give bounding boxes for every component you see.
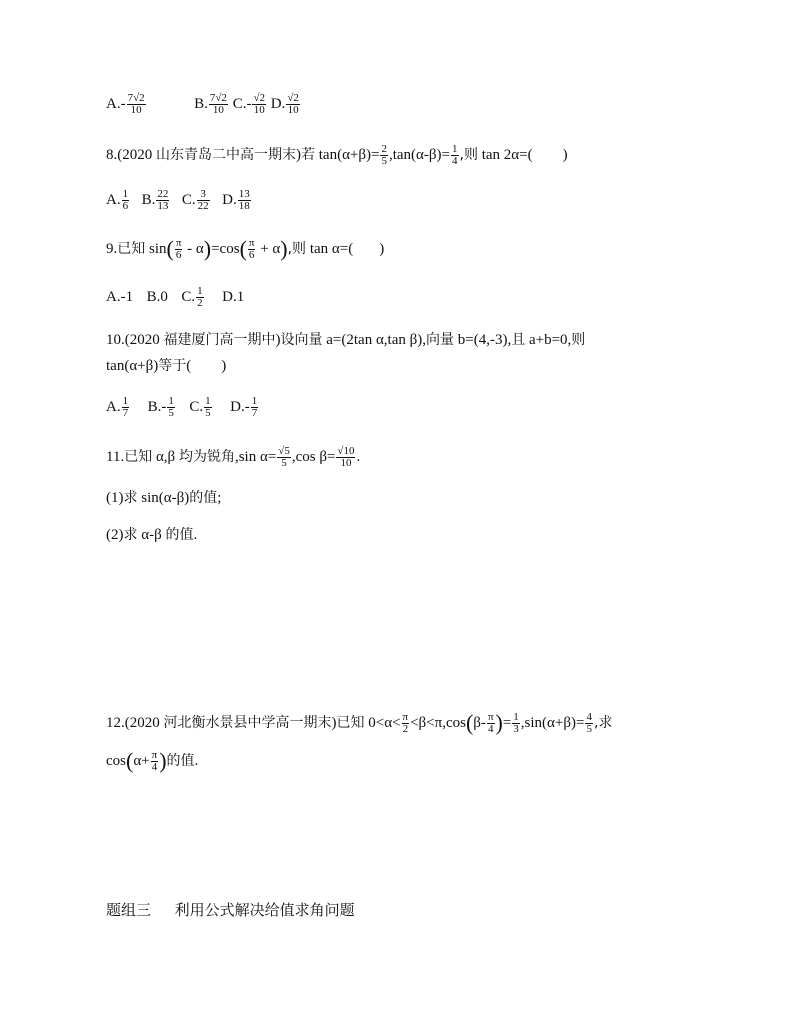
q8-f1-num: 2 [381,143,387,155]
q10-shexiangliang: 设向量 [280,332,323,348]
q12-two: 2 [402,723,409,735]
q10-vector-a: a=(2tan α,tan β), [322,332,426,348]
q7-c-label: C.- [232,95,252,112]
q11-p2-end: . [193,527,198,543]
q9-tan: tan α=( [306,240,354,257]
q12-lparen-2: ( [126,747,134,773]
q10-open-paren: ( [186,358,192,374]
q11-stem [106,446,360,469]
q12-beta-minus: β- [473,714,486,731]
q11-c-num: √10 [337,445,355,457]
q10-a-fraction [122,396,130,419]
q11-p1-expr: sin(α-β) [137,490,190,506]
q8-b-fraction [156,189,169,212]
q7-option-d [270,92,301,116]
q8-b-num: 22 [157,188,169,200]
q9-close-paren: ) [379,240,385,257]
q10-c-fraction [204,396,212,419]
q12-rparen-1: ) [495,709,503,735]
q12-period: . [194,752,199,769]
q11-part2 [106,525,197,545]
q8-source: 山东青岛二中高一期末 [156,146,296,163]
q9-rparen-1: ) [203,235,212,261]
q10-b-den: 5 [168,407,174,419]
q10-b-label: B.- [147,398,167,415]
q8-number: 8.(2020 [106,146,153,163]
q12-pi-2: π [487,711,494,723]
q7-b-label: B. [194,95,208,112]
q8-tan-diff: ,tan(α-β)= [388,146,450,163]
q11-period: . [356,448,361,465]
q11-p2-number: (2) [106,527,124,543]
q12-stem-line2 [106,747,199,773]
q9-eq-cos: =cos [211,240,240,257]
q11-c-den: 10 [340,457,352,469]
q10-vector-b: b=(4,-3), [454,332,512,348]
q8-tan2a: tan 2α=( [477,146,533,163]
q8-f1-den: 5 [381,155,387,167]
q8-c-label: C. [181,191,196,208]
q9-ze: ,则 [287,240,307,257]
q9-c-num: 1 [197,285,203,297]
q11-p1-qiu: 求 [123,490,138,506]
q7-a-fraction [127,93,146,116]
q8-c-fraction [197,189,210,212]
q8-a-num: 1 [122,188,129,200]
q10-tan-sum: tan(α+β) [106,358,159,374]
q9-sin: sin [145,240,167,257]
q8-source-close: ) [296,146,301,163]
q10-a-label: A. [106,398,121,415]
q12-stem-line1 [106,709,613,735]
q7-option-c [232,92,267,116]
q9-c-label: C. [181,288,196,305]
q8-ze: ,则 [459,146,478,163]
q11-p2-qiu: 求 [123,527,138,543]
q12-lparen-1: ( [465,709,474,735]
q10-d-den: 7 [251,407,258,419]
q10-stem-line1 [106,330,585,350]
q12-frac-1-3 [512,712,520,735]
q8-a-label: A. [106,191,121,208]
q8-f2-num: 1 [452,143,458,155]
q12-cond-1: 0<α< [364,714,401,731]
q9-option-a: A.-1 [106,288,134,305]
q8-a-fraction [122,189,130,212]
q12-f1-num: 1 [513,711,519,723]
q12-dezhi: 的值 [166,752,195,769]
q7-option-a [106,92,147,116]
q8-d-den: 18 [238,200,250,212]
q12-four-2: 4 [151,761,158,773]
q8-ruo: 若 [301,146,315,163]
q12-f2-num: 4 [586,711,592,723]
q8-options [106,189,252,212]
q8-frac-2-5 [380,144,388,167]
q12-sin-sum: ,sin(α+β)= [520,714,585,731]
q7-d-num: √2 [287,92,299,104]
q10-sum: a+b=0, [525,332,572,348]
q9-six-1: 6 [175,249,182,261]
q12-cond-2: <β<π,cos [410,714,466,731]
q12-frac-pi-4-b [151,750,159,773]
q10-b-fraction [167,396,175,419]
q11-p2-expr: α-β [137,527,166,543]
q10-a-num: 1 [122,395,129,407]
q11-junweiruijiao: 均为锐角 [178,448,235,465]
q10-d-label: D.- [230,398,250,415]
q8-tan-sum: tan(α+β)= [318,146,380,163]
section-heading [106,900,355,920]
q12-cos: cos [106,752,126,769]
q8-d-label: D. [222,191,237,208]
q8-d-num: 13 [238,188,250,200]
q7-d-fraction [286,93,300,116]
q7-b-den: 10 [212,104,224,116]
section-subtitle: 利用公式解决给值求角问题 [174,901,355,919]
q7-a-num: 7√2 [127,92,145,104]
q10-stem-line2 [106,356,226,376]
q9-options [106,286,244,309]
q8-d-fraction [238,189,251,212]
q10-d-fraction [251,396,259,419]
q12-frac-pi-4-a [487,712,495,735]
q12-f1-den: 3 [513,723,519,735]
q11-p1-end: ; [217,490,222,506]
q7-b-num: 7√2 [209,92,227,104]
q7-option-b [194,92,229,116]
q10-xiangliang: 向量 [426,332,454,348]
q11-number: 11. [106,448,125,465]
q8-frac-1-4 [451,144,459,167]
q9-c-den: 2 [197,297,203,309]
q8-a-den: 6 [122,200,129,212]
q7-d-label: D. [270,95,286,112]
q9-option-b: B.0 [146,288,168,305]
q9-stem [106,235,385,261]
q12-yizhi: 已知 [336,714,365,731]
q8-c-den: 22 [197,200,209,212]
q12-eq: = [502,714,512,731]
q9-number: 9. [106,240,118,257]
q12-source: 河北衡水景县中学高一期末 [163,714,332,731]
q9-yizhi: 已知 [117,240,146,257]
q11-p2-dezhi: 的值 [165,527,194,543]
q9-minus-alpha: - α [183,240,204,257]
q7-options [106,93,301,116]
q9-frac-pi-6-b [248,238,256,261]
q7-c-fraction [252,93,266,116]
q7-d-den: 10 [287,104,299,116]
q12-source-close: ) [331,714,337,731]
q10-d-num: 1 [251,395,258,407]
q12-alpha-plus: α+ [133,752,150,769]
q11-p1-number: (1) [106,490,124,506]
q10-dengyu: 等于 [158,358,187,374]
q10-source: 福建厦门高一期中 [163,332,276,348]
q11-frac-sqrt5-5 [277,446,291,469]
q8-c-num: 3 [197,189,210,201]
q12-number: 12.(2020 [106,714,160,731]
q12-rparen-2: ) [159,747,167,773]
q10-qie: 且 [511,332,526,348]
q11-s-num: √5 [278,445,290,457]
q10-ze: 则 [571,332,586,348]
q7-a-label: A.- [106,95,126,112]
q10-a-den: 7 [122,407,129,419]
q10-c-label: C. [189,398,204,415]
q12-pi-1: π [402,711,409,723]
q9-lparen-2: ( [239,235,247,261]
q9-frac-pi-6-a [175,238,183,261]
q7-a-den: 10 [130,104,142,116]
q9-pi-2: π [248,237,255,249]
q9-six-2: 6 [248,249,255,261]
q10-c-den: 5 [205,407,211,419]
q10-close-paren: ) [221,358,227,374]
q9-plus-alpha: + α [256,240,281,257]
q9-rparen-2: ) [280,235,288,261]
q11-frac-sqrt10-10 [336,446,355,469]
q7-b-fraction [209,93,228,116]
q10-b-num: 1 [168,395,174,407]
q12-qiu: ,求 [593,714,613,731]
q9-lparen-1: ( [166,235,174,261]
q12-pi-3: π [151,749,158,761]
q8-b-label: B. [141,191,156,208]
q9-option-d: D.1 [222,288,245,305]
q12-f2-den: 5 [586,723,592,735]
q11-sin-alpha: ,sin α= [234,448,277,465]
q12-frac-4-5 [585,712,593,735]
q11-cos-beta: ,cos β= [291,448,336,465]
q12-frac-pi-2 [402,712,410,735]
q11-yizhi: 已知 [124,448,153,465]
q7-c-num: √2 [253,92,265,104]
q10-c-num: 1 [205,395,211,407]
q10-options [106,396,259,419]
q12-four-1: 4 [487,723,494,735]
q8-b-den: 13 [157,200,169,212]
q11-alpha-beta: α,β [152,448,179,465]
q8-stem [106,144,568,167]
q8-close-paren: ) [562,146,568,163]
q11-p1-dezhi: 的值 [189,490,218,506]
q11-s-den: 5 [281,457,287,469]
q10-source-close: ) [275,332,281,348]
q9-c-fraction [196,286,204,309]
q10-number: 10.(2020 [106,332,160,348]
q11-part1 [106,488,221,508]
section-title: 题组三 [106,901,152,919]
q9-pi-1: π [175,237,182,249]
q7-c-den: 10 [253,104,265,116]
q8-f2-den: 4 [452,155,458,167]
